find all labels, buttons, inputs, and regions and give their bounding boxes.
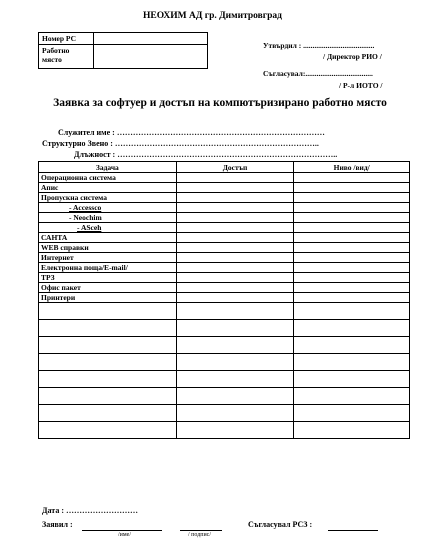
- table-row: [39, 303, 410, 320]
- task-cell: Офис пакет: [39, 283, 177, 293]
- level-cell[interactable]: [294, 253, 410, 263]
- task-cell: [39, 354, 177, 371]
- level-cell[interactable]: [294, 203, 410, 213]
- table-row: [39, 293, 410, 303]
- access-cell[interactable]: [176, 253, 294, 263]
- access-cell[interactable]: [176, 303, 294, 320]
- task-cell: - Accessco: [39, 203, 177, 213]
- table-row: [39, 337, 410, 354]
- task-cell: Пропускна система: [39, 193, 177, 203]
- level-cell[interactable]: [294, 273, 410, 283]
- table-row: [39, 320, 410, 337]
- task-cell: Принтери: [39, 293, 177, 303]
- access-cell[interactable]: [176, 354, 294, 371]
- pc-number-value[interactable]: [94, 33, 208, 45]
- access-cell[interactable]: [176, 173, 294, 183]
- access-cell[interactable]: [176, 320, 294, 337]
- level-cell[interactable]: [294, 243, 410, 253]
- level-cell[interactable]: [294, 422, 410, 439]
- workplace-value[interactable]: [94, 45, 208, 69]
- level-cell[interactable]: [294, 193, 410, 203]
- header-level: Ниво /вид/: [294, 162, 410, 173]
- task-cell: Апис: [39, 183, 177, 193]
- task-cell: [39, 337, 177, 354]
- employee-name-field[interactable]: [58, 128, 325, 137]
- access-cell[interactable]: [176, 263, 294, 273]
- signature-line[interactable]: [180, 530, 222, 531]
- task-cell: САНТА: [39, 233, 177, 243]
- access-cell[interactable]: [176, 273, 294, 283]
- task-cell: - Neochim: [39, 213, 177, 223]
- signature-hint: / подпис/: [188, 532, 212, 538]
- position-field[interactable]: [74, 150, 337, 159]
- level-cell[interactable]: [294, 283, 410, 293]
- level-cell[interactable]: [294, 223, 410, 233]
- table-row: [39, 422, 410, 439]
- access-cell[interactable]: [176, 388, 294, 405]
- table-row: [39, 263, 410, 273]
- level-cell[interactable]: [294, 320, 410, 337]
- name-signature-line[interactable]: [82, 530, 162, 531]
- structural-unit-dots: …………………………………………………………………..: [114, 139, 319, 148]
- task-cell: [39, 303, 177, 320]
- table-row: [39, 183, 410, 193]
- task-cell: WEB справки: [39, 243, 177, 253]
- level-cell[interactable]: [294, 233, 410, 243]
- info-row-pc-number: [39, 33, 208, 45]
- table-header-row: [39, 162, 410, 173]
- level-cell[interactable]: [294, 337, 410, 354]
- task-cell: Електронна поща/E-mail/: [39, 263, 177, 273]
- task-cell: Операционна система: [39, 173, 177, 183]
- table-row: [39, 203, 410, 213]
- position-label: Длъжност :: [74, 150, 118, 159]
- agreed-by-role: / Р-л ИОТО /: [339, 81, 383, 90]
- access-cell[interactable]: [176, 203, 294, 213]
- table-row: [39, 213, 410, 223]
- access-cell[interactable]: [176, 293, 294, 303]
- access-cell[interactable]: [176, 243, 294, 253]
- info-box: [38, 32, 208, 69]
- agreed-rsz-label: Съгласувал РСЗ :: [248, 520, 313, 529]
- task-cell: [39, 405, 177, 422]
- level-cell[interactable]: [294, 173, 410, 183]
- table-row: [39, 173, 410, 183]
- table-row: [39, 243, 410, 253]
- table-row: [39, 405, 410, 422]
- access-cell[interactable]: [176, 337, 294, 354]
- table-row: [39, 388, 410, 405]
- approved-by-role: / Директор РИО /: [323, 52, 382, 61]
- agreed-rsz-line[interactable]: [328, 530, 378, 531]
- access-cell[interactable]: [176, 405, 294, 422]
- task-cell: [39, 388, 177, 405]
- requested-by-label: Заявил :: [42, 520, 73, 529]
- workplace-label: Работно място: [39, 45, 94, 69]
- level-cell[interactable]: [294, 354, 410, 371]
- structural-unit-field[interactable]: [42, 139, 319, 148]
- level-cell[interactable]: [294, 263, 410, 273]
- level-cell[interactable]: [294, 293, 410, 303]
- header-task: Задача: [39, 162, 177, 173]
- structural-unit-label: Структурно Звено :: [42, 139, 115, 148]
- access-cell[interactable]: [176, 422, 294, 439]
- task-cell: - ASceh: [39, 223, 177, 233]
- access-cell[interactable]: [176, 283, 294, 293]
- table-row: [39, 354, 410, 371]
- level-cell[interactable]: [294, 213, 410, 223]
- header-access: Достъп: [176, 162, 294, 173]
- table-row: [39, 253, 410, 263]
- access-cell[interactable]: [176, 213, 294, 223]
- access-cell[interactable]: [176, 183, 294, 193]
- table-row: [39, 371, 410, 388]
- access-cell[interactable]: [176, 233, 294, 243]
- level-cell[interactable]: [294, 405, 410, 422]
- level-cell[interactable]: [294, 183, 410, 193]
- table-row: [39, 233, 410, 243]
- date-field[interactable]: Дата : ………………………: [42, 506, 138, 515]
- task-cell: [39, 320, 177, 337]
- position-dots: ………………………………………………………………………..: [117, 150, 338, 159]
- level-cell[interactable]: [294, 371, 410, 388]
- approved-by-line: Утвърдил : ......................................: [263, 41, 375, 50]
- agreed-by-line: Съгласувал:....................................: [263, 69, 373, 78]
- level-cell[interactable]: [294, 388, 410, 405]
- employee-name-label: Служител име :: [58, 128, 117, 137]
- table-row: [39, 273, 410, 283]
- table-row: [39, 223, 410, 233]
- info-row-workplace: [39, 45, 208, 69]
- employee-name-dots: ……………………………………………………………………: [116, 128, 325, 137]
- table-row: [39, 283, 410, 293]
- access-table: [38, 161, 410, 439]
- table-row: [39, 193, 410, 203]
- name-hint: /име/: [118, 532, 132, 538]
- access-cell[interactable]: [176, 371, 294, 388]
- task-cell: Интернет: [39, 253, 177, 263]
- task-cell: [39, 422, 177, 439]
- access-cell[interactable]: [176, 193, 294, 203]
- pc-number-label: Номер РС: [39, 33, 94, 45]
- company-header: НЕОХИМ АД гр. Димитровград: [143, 11, 282, 21]
- task-cell: ТРЗ: [39, 273, 177, 283]
- access-cell[interactable]: [176, 223, 294, 233]
- form-title: Заявка за софтуер и достъп на компютъризирано работно място: [53, 97, 387, 109]
- level-cell[interactable]: [294, 303, 410, 320]
- task-cell: [39, 371, 177, 388]
